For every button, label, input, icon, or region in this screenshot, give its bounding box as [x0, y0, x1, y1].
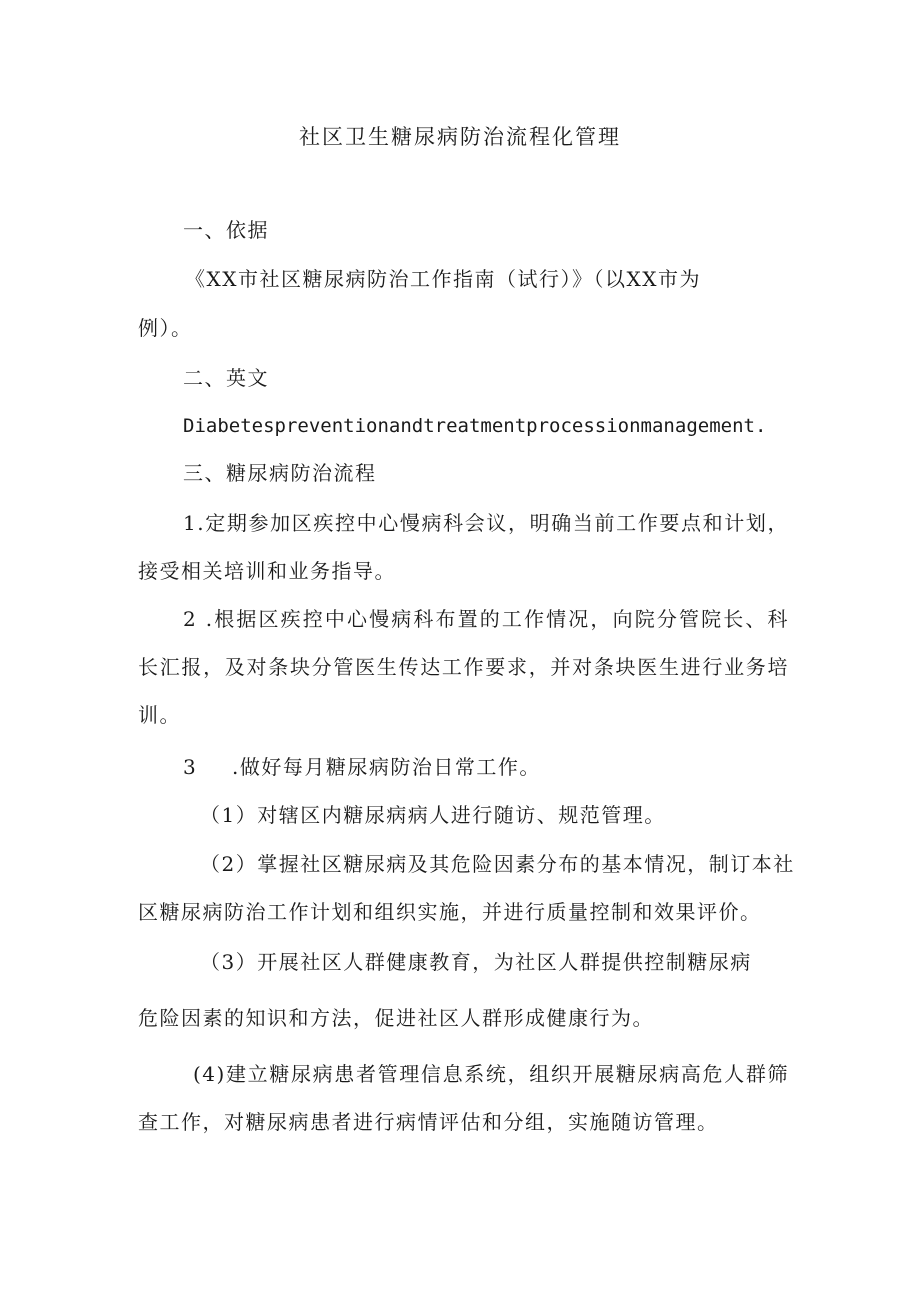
section-heading-process: 三、糖尿病防治流程 — [183, 461, 377, 485]
process-sub-3-line-1: （3）开展社区人群健康教育，为社区人群提供控制糖尿病 — [200, 950, 752, 974]
process-sub-4-line-2: 查工作，对糖尿病患者进行病情评估和分组，实施随访管理。 — [138, 1110, 719, 1134]
process-sub-2-line-2: 区糖尿病防治工作计划和组织实施，并进行质量控制和效果评价。 — [138, 900, 762, 924]
basis-text-line-1: 《XX市社区糖尿病防治工作指南（试行）》（以XX市为 — [185, 267, 701, 291]
process-item-1-line-1: 1.定期参加区疾控中心慢病科会议，明确当前工作要点和计划， — [183, 511, 789, 535]
english-title-text: Diabetespreventionandtreatmentprocessionmanagement. — [183, 415, 767, 437]
process-sub-4-line-1: (4)建立糖尿病患者管理信息系统，组织开展糖尿病高危人群筛 — [193, 1062, 789, 1086]
section-heading-english: 二、英文 — [183, 366, 269, 390]
process-item-2-line-2: 长汇报，及对条块分管医生传达工作要求，并对条块医生进行业务培 — [138, 655, 789, 679]
process-sub-2-line-1: （2）掌握社区糖尿病及其危险因素分布的基本情况，制订本社 — [200, 852, 795, 876]
process-sub-3-line-2: 危险因素的知识和方法，促进社区人群形成健康行为。 — [138, 1006, 654, 1030]
process-item-2-line-3: 训。 — [138, 703, 181, 727]
section-heading-basis: 一、依据 — [183, 218, 269, 242]
process-item-2-line-1: 2 .根据区疾控中心慢病科布置的工作情况，向院分管院长、科 — [183, 607, 789, 631]
process-item-3-text: .做好每月糖尿病防治日常工作。 — [232, 755, 541, 779]
process-item-3-number: 3 — [183, 755, 198, 779]
basis-text-line-2: 例）。 — [138, 316, 193, 340]
document-title: 社区卫生糖尿病防治流程化管理 — [299, 125, 621, 149]
process-sub-1: （1）对辖区内糖尿病病人进行随访、规范管理。 — [200, 803, 666, 827]
process-item-1-line-2: 接受相关培训和业务指导。 — [138, 559, 396, 583]
